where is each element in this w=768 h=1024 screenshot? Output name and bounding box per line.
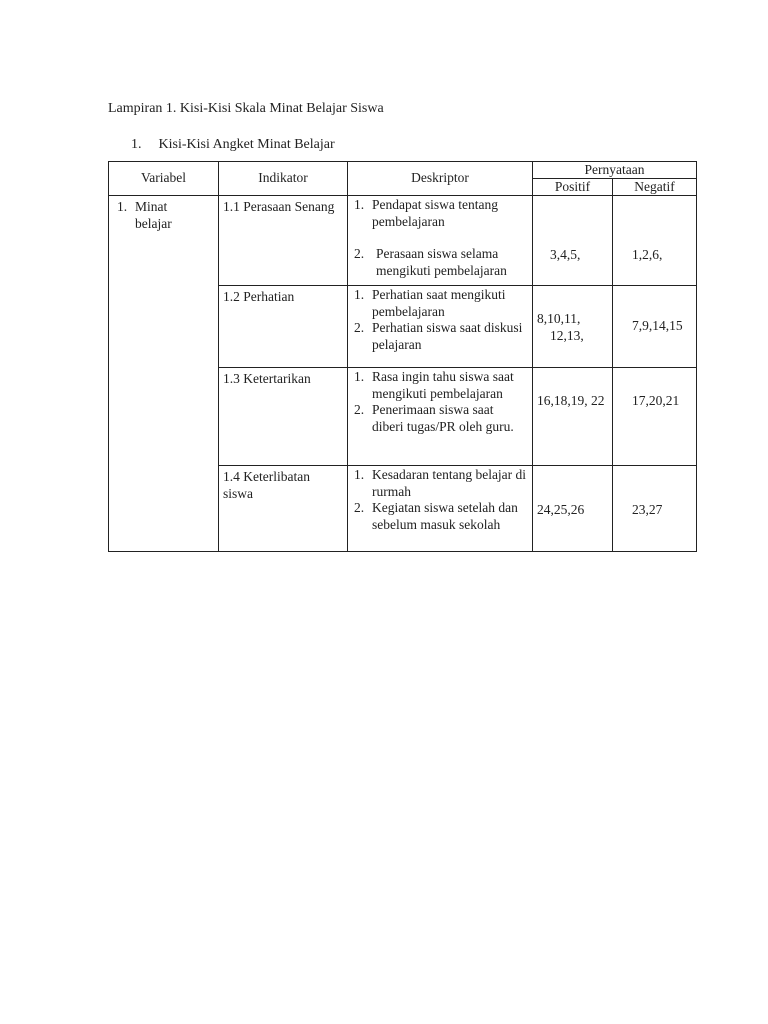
variable-label-line2: belajar	[135, 215, 172, 231]
positif-cell: 16,18,19, 22	[533, 368, 613, 466]
header-positif: Positif	[533, 179, 613, 196]
positif-cell: 3,4,5,	[533, 196, 613, 286]
positif-cell: 24,25,26	[533, 466, 613, 552]
negatif-cell: 7,9,14,15	[613, 286, 697, 368]
header-variabel: Variabel	[109, 162, 219, 196]
positif-cell: 8,10,11, 12,13,	[533, 286, 613, 368]
kisi-kisi-table	[108, 161, 697, 552]
deskriptor-cell	[348, 368, 533, 466]
descriptor-item: 2. Penerimaan siswa saat diberi tugas/PR oleh guru.	[354, 402, 514, 434]
deskriptor-cell	[348, 196, 533, 286]
section-number: 1.	[131, 137, 142, 152]
descriptor-item: 1. Pendapat siswa tentang pembelajaran	[354, 197, 498, 229]
negatif-cell: 1,2,6,	[613, 196, 697, 286]
header-indikator: Indikator	[219, 162, 348, 196]
variable-number: 1.	[117, 199, 128, 214]
document-title: Lampiran 1. Kisi-Kisi Skala Minat Belajar Siswa	[108, 101, 384, 116]
descriptor-item: 1. Perhatian saat mengikuti pembelajaran	[354, 287, 506, 319]
negatif-cell: 23,27	[613, 466, 697, 552]
variable-label-line1: Minat	[135, 199, 168, 214]
section-heading	[131, 137, 335, 153]
indikator-cell: 1.3 Ketertarikan	[219, 368, 348, 466]
descriptor-item: 2. Perasaan siswa selama mengikuti pembelajaran	[354, 246, 507, 278]
indikator-cell: 1.2 Perhatian	[219, 286, 348, 368]
header-negatif: Negatif	[613, 179, 697, 196]
deskriptor-cell	[348, 286, 533, 368]
negatif-cell: 17,20,21	[613, 368, 697, 466]
variable-cell	[109, 196, 219, 552]
header-deskriptor: Deskriptor	[348, 162, 533, 196]
descriptor-item: 2. Perhatian siswa saat diskusi pelajaran	[354, 320, 523, 352]
indikator-cell: 1.4 Keterlibatan siswa	[219, 466, 348, 552]
section-title: Kisi-Kisi Angket Minat Belajar	[158, 137, 335, 152]
deskriptor-cell	[348, 466, 533, 552]
descriptor-item: 2. Kegiatan siswa setelah dan sebelum masuk sekolah	[354, 500, 518, 532]
descriptor-item: 1. Kesadaran tentang belajar di rurmah	[354, 467, 527, 499]
header-pernyataan: Pernyataan	[533, 162, 697, 179]
indikator-cell: 1.1 Perasaan Senang	[219, 196, 348, 286]
table-row	[109, 196, 697, 286]
descriptor-item: 1. Rasa ingin tahu siswa saat mengikuti pembelajaran	[354, 369, 514, 401]
